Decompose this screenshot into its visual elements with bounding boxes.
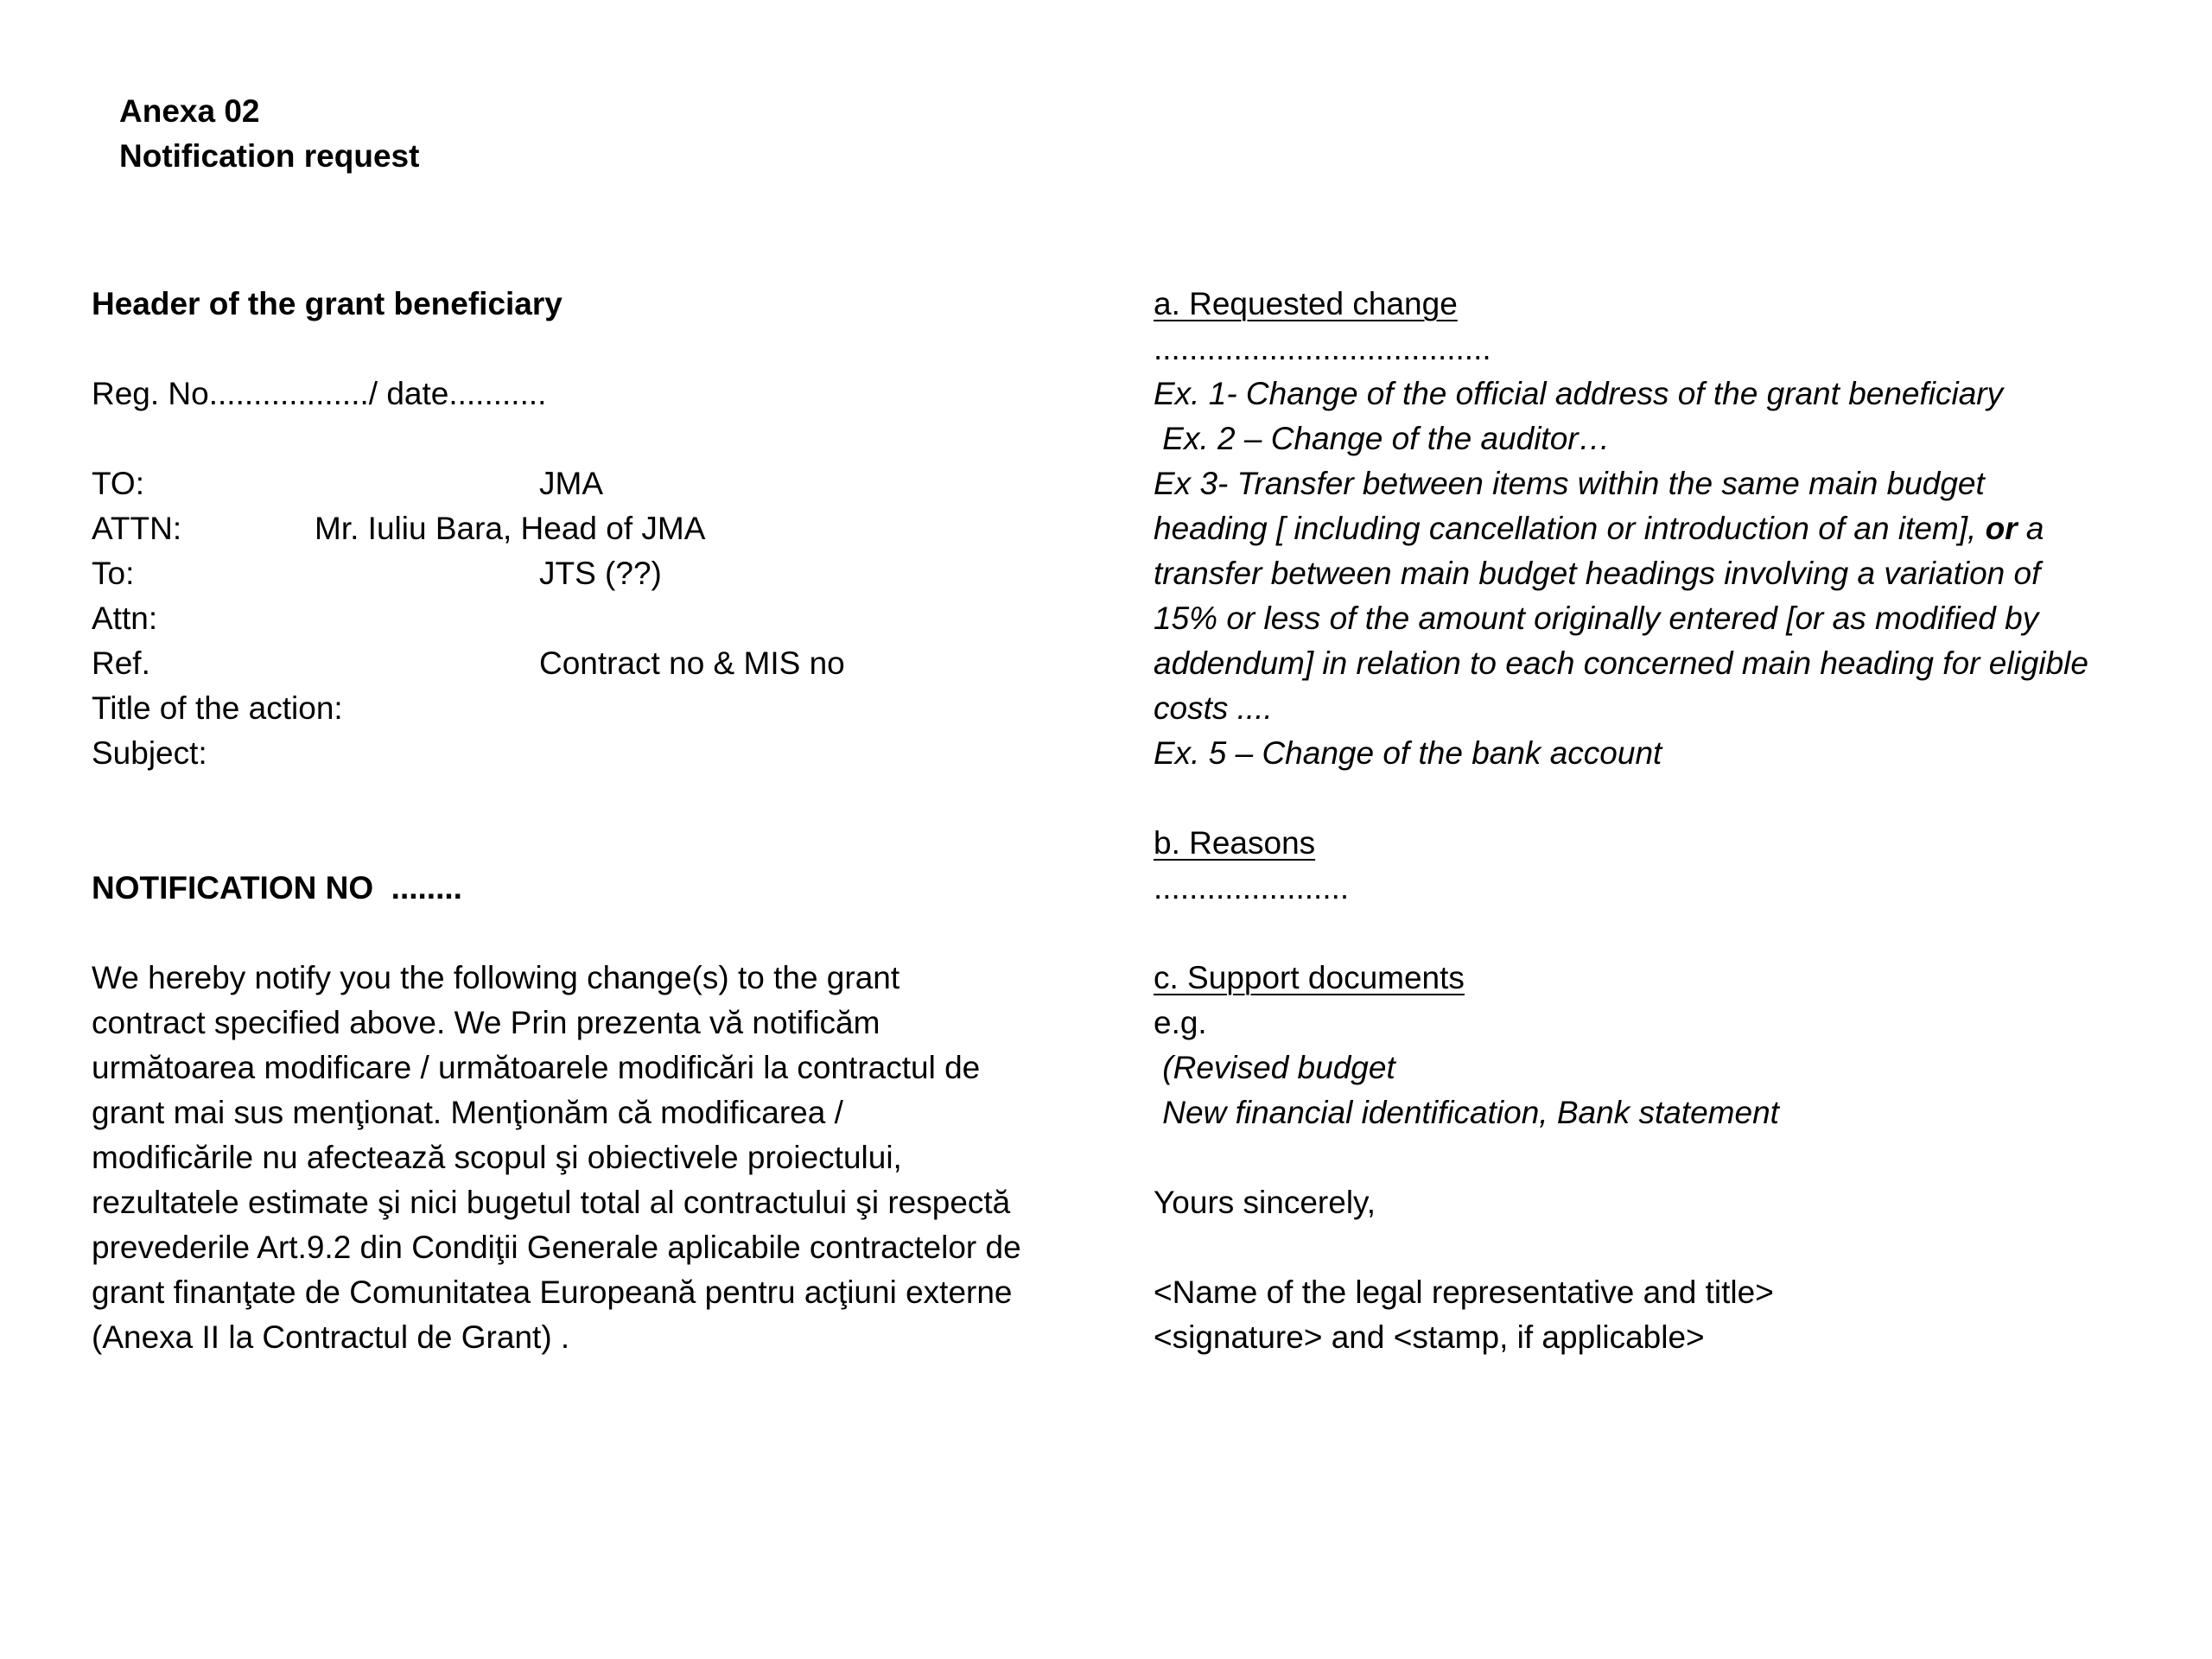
example-2: Ex. 2 – Change of the auditor… — [1154, 421, 1611, 456]
field-label: Title of the action: — [92, 690, 343, 726]
example-3-line: costs .... — [1154, 690, 1273, 726]
field-label: To: — [92, 556, 135, 591]
body-line: rezultatele estimate şi nici bugetul total al contractului şi respectă — [92, 1185, 1011, 1220]
field-row-attn — [92, 506, 1111, 551]
notification-body — [92, 956, 1111, 1360]
requested-change-dots: ...................................... — [1154, 331, 1491, 366]
body-line: următoarea modificare / următoarele modificări la contractul de — [92, 1050, 981, 1085]
field-row-attn-2 — [92, 596, 1111, 641]
body-line: contract specified above. We Prin prezenta vă notificăm — [92, 1005, 880, 1040]
body-line: grant mai sus menţionat. Menţionăm că modificarea / — [92, 1095, 843, 1130]
field-label: Ref. — [92, 645, 150, 681]
example-3-line: 15% or less of the amount originally entered [or as modified by — [1154, 601, 2039, 636]
field-value: JMA — [539, 466, 603, 501]
body-line: prevederile Art.9.2 din Condiţii Generale aplicabile contractelor de — [92, 1230, 1021, 1265]
right-column — [1154, 282, 2190, 1360]
field-label: Attn: — [92, 601, 158, 636]
requested-change-heading: a. Requested change — [1154, 286, 1458, 321]
signature-stamp-line: <signature> and <stamp, if applicable> — [1154, 1319, 1705, 1355]
example-5: Ex. 5 – Change of the bank account — [1154, 735, 1662, 771]
support-document-item: (Revised budget — [1154, 1050, 1395, 1085]
field-row-to-jts — [92, 551, 1111, 596]
field-label: ATTN: — [92, 511, 182, 546]
example-3-line: addendum] in relation to each concerned main heading for eligible — [1154, 645, 2088, 681]
field-value: Mr. Iuliu Bara, Head of JMA — [315, 511, 706, 546]
notification-number: NOTIFICATION NO ........ — [92, 870, 462, 906]
support-documents-heading: c. Support documents — [1154, 960, 1465, 995]
beneficiary-header: Header of the grant beneficiary — [92, 286, 563, 321]
annex-number: Anexa 02 — [119, 93, 260, 129]
field-row-subject — [92, 731, 1111, 776]
title-block — [119, 89, 419, 179]
example-3-text: a — [2017, 511, 2044, 546]
body-line: grant finanţate de Comunitatea Europeană pentru acţiuni externe — [92, 1274, 1013, 1310]
support-documents-eg: e.g. — [1154, 1005, 1207, 1040]
reasons-heading: b. Reasons — [1154, 825, 1316, 861]
field-value: Contract no & MIS no — [539, 645, 845, 681]
body-line: modificările nu afectează scopul şi obiectivele proiectului, — [92, 1140, 902, 1175]
support-document-item: New financial identification, Bank statement — [1154, 1095, 1779, 1130]
field-label: Subject: — [92, 735, 207, 771]
field-row-to — [92, 461, 1111, 506]
reasons-dots: ...................... — [1154, 870, 1350, 906]
example-3-line: transfer between main budget headings involving a variation of — [1154, 556, 2041, 591]
example-3-text: heading [ including cancellation or introduction of an item], — [1154, 511, 1986, 546]
field-row-ref — [92, 641, 1111, 686]
document-title: Notification request — [119, 138, 420, 174]
example-1: Ex. 1- Change of the official address of the grant beneficiary — [1154, 376, 2004, 411]
body-line: (Anexa II la Contractul de Grant) . — [92, 1319, 570, 1355]
registration-number-line: Reg. No................../ date........... — [92, 376, 547, 411]
example-3-line: Ex 3- Transfer between items within the same main budget — [1154, 466, 1985, 501]
left-column — [92, 282, 1111, 1360]
example-3-or: or — [1985, 511, 2018, 546]
example-3-line — [1154, 506, 2190, 551]
closing-salutation: Yours sincerely, — [1154, 1185, 1376, 1220]
body-line: We hereby notify you the following change(s) to the grant — [92, 960, 900, 995]
field-row-title — [92, 686, 1111, 731]
signature-name-line: <Name of the legal representative and title> — [1154, 1274, 1774, 1310]
field-value: JTS (??) — [539, 556, 662, 591]
field-label: TO: — [92, 466, 144, 501]
